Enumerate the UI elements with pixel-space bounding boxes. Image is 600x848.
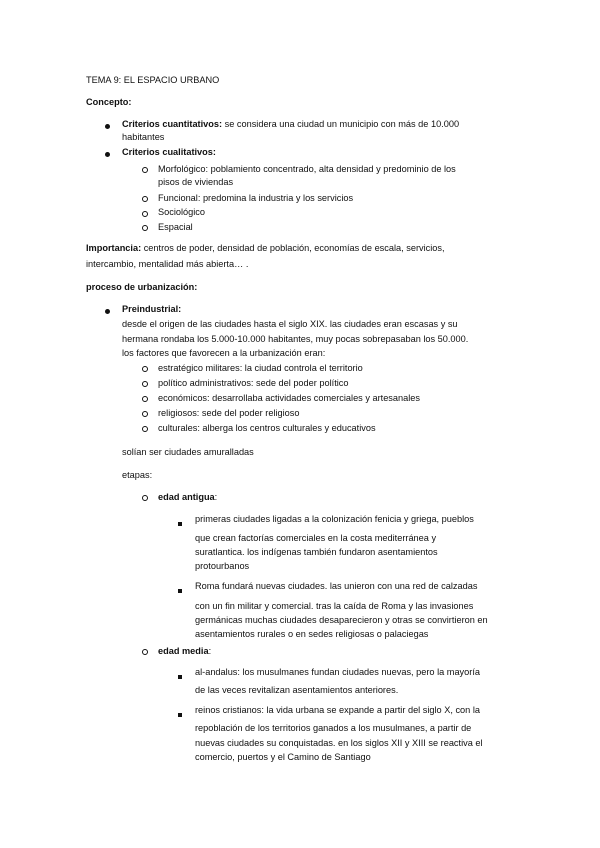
proceso-heading: proceso de urbanización: — [86, 282, 198, 292]
list-item: Morfológico: poblamiento concentrado, alta densidad y predominio de los — [158, 164, 456, 174]
list-item: culturales: alberga los centros culturales y educativos — [158, 423, 376, 433]
paragraph-line: Roma fundará nuevas ciudades. las unieron con una red de calzadas — [195, 581, 478, 591]
bullet-circle-icon — [142, 363, 148, 375]
list-item-cont: pisos de viviendas — [158, 177, 234, 187]
preindustrial-label: Preindustrial: — [122, 304, 182, 314]
edad-media-colon: : — [208, 646, 212, 656]
criterios-cuantitativos-text-cont: habitantes — [122, 132, 165, 142]
bullet-square-icon — [178, 584, 182, 596]
bullet-dot-icon — [105, 148, 110, 160]
edad-media-line — [158, 645, 211, 657]
paragraph-line: reinos cristianos: la vida urbana se expande a partir del siglo X, con la — [195, 705, 480, 715]
paragraph-line: asentamientos rurales o en sedes religiosas o palaciegas — [195, 629, 429, 639]
page-title: TEMA 9: EL ESPACIO URBANO — [86, 75, 220, 85]
bullet-square-icon — [178, 708, 182, 720]
criterios-cuantitativos-label: Criterios cuantitativos: — [122, 119, 223, 129]
paragraph-line: que crean factorías comerciales en la costa mediterránea y — [195, 533, 437, 543]
bullet-square-icon — [178, 670, 182, 682]
criterios-cuantitativos-line — [122, 118, 459, 130]
amuralladas-text: solían ser ciudades amuralladas — [122, 447, 254, 457]
list-item: Espacial — [158, 222, 193, 232]
paragraph-line: germánicas muchas ciudades desaparecieron y otras se convirtieron en — [195, 615, 488, 625]
paragraph-line: repoblación de los territorios ganados a los musulmanes, a partir de — [195, 723, 472, 733]
paragraph-line: con un fin militar y comercial. tras la caída de Roma y las invasiones — [195, 601, 474, 611]
list-item: económicos: desarrollaba actividades comerciales y artesanales — [158, 393, 420, 403]
list-item: estratégico militares: la ciudad controla el territorio — [158, 363, 363, 373]
bullet-circle-icon — [142, 378, 148, 390]
bullet-circle-icon — [142, 646, 148, 658]
paragraph-line: desde el origen de las ciudades hasta el siglo XIX. las ciudades eran escasas y su — [122, 319, 458, 329]
bullet-circle-icon — [142, 222, 148, 234]
bullet-circle-icon — [142, 492, 148, 504]
importancia-text-cont: intercambio, mentalidad más abierta… . — [86, 259, 249, 269]
importancia-label: Importancia: — [86, 243, 142, 253]
bullet-circle-icon — [142, 393, 148, 405]
bullet-dot-icon — [105, 120, 110, 132]
criterios-cualitativos-label: Criterios cualitativos: — [122, 147, 216, 157]
paragraph-line: hermana rondaba los 5.000-10.000 habitantes, muy pocas sobrepasaban los 50.000. — [122, 334, 469, 344]
bullet-circle-icon — [142, 423, 148, 435]
bullet-circle-icon — [142, 208, 148, 220]
paragraph-line: suratlantica. los indígenas también fundaron asentamientos — [195, 547, 438, 557]
etapas-label: etapas: — [122, 470, 153, 480]
importancia-line — [86, 242, 445, 254]
concepto-heading: Concepto: — [86, 97, 132, 107]
edad-media-label: edad media — [158, 646, 209, 656]
bullet-circle-icon — [142, 408, 148, 420]
paragraph-line: primeras ciudades ligadas a la colonización fenicia y griega, pueblos — [195, 514, 474, 524]
bullet-dot-icon — [105, 305, 110, 317]
edad-antigua-colon: : — [214, 492, 218, 502]
paragraph-line: protourbanos — [195, 561, 250, 571]
paragraph-line: al-andalus: los musulmanes fundan ciudades nuevas, pero la mayoría — [195, 667, 480, 677]
list-item: Sociológico — [158, 207, 205, 217]
edad-antigua-label: edad antigua — [158, 492, 215, 502]
paragraph-line: de las veces revitalizan asentamientos anteriores. — [195, 685, 399, 695]
bullet-circle-icon — [142, 164, 148, 176]
paragraph-line: los factores que favorecen a la urbanización eran: — [122, 348, 326, 358]
list-item: político administrativos: sede del poder político — [158, 378, 349, 388]
criterios-cuantitativos-text: se considera una ciudad un municipio con más de 10.000 — [224, 119, 460, 129]
bullet-square-icon — [178, 517, 182, 529]
edad-antigua-line — [158, 491, 217, 503]
importancia-text: centros de poder, densidad de población, economías de escala, servicios, — [143, 243, 445, 253]
bullet-circle-icon — [142, 193, 148, 205]
list-item: Funcional: predomina la industria y los servicios — [158, 193, 354, 203]
paragraph-line: nuevas ciudades su conquistadas. en los siglos XII y XIII se reactiva el — [195, 738, 483, 748]
paragraph-line: comercio, puertos y el Camino de Santiago — [195, 752, 371, 762]
list-item: religiosos: sede del poder religioso — [158, 408, 300, 418]
